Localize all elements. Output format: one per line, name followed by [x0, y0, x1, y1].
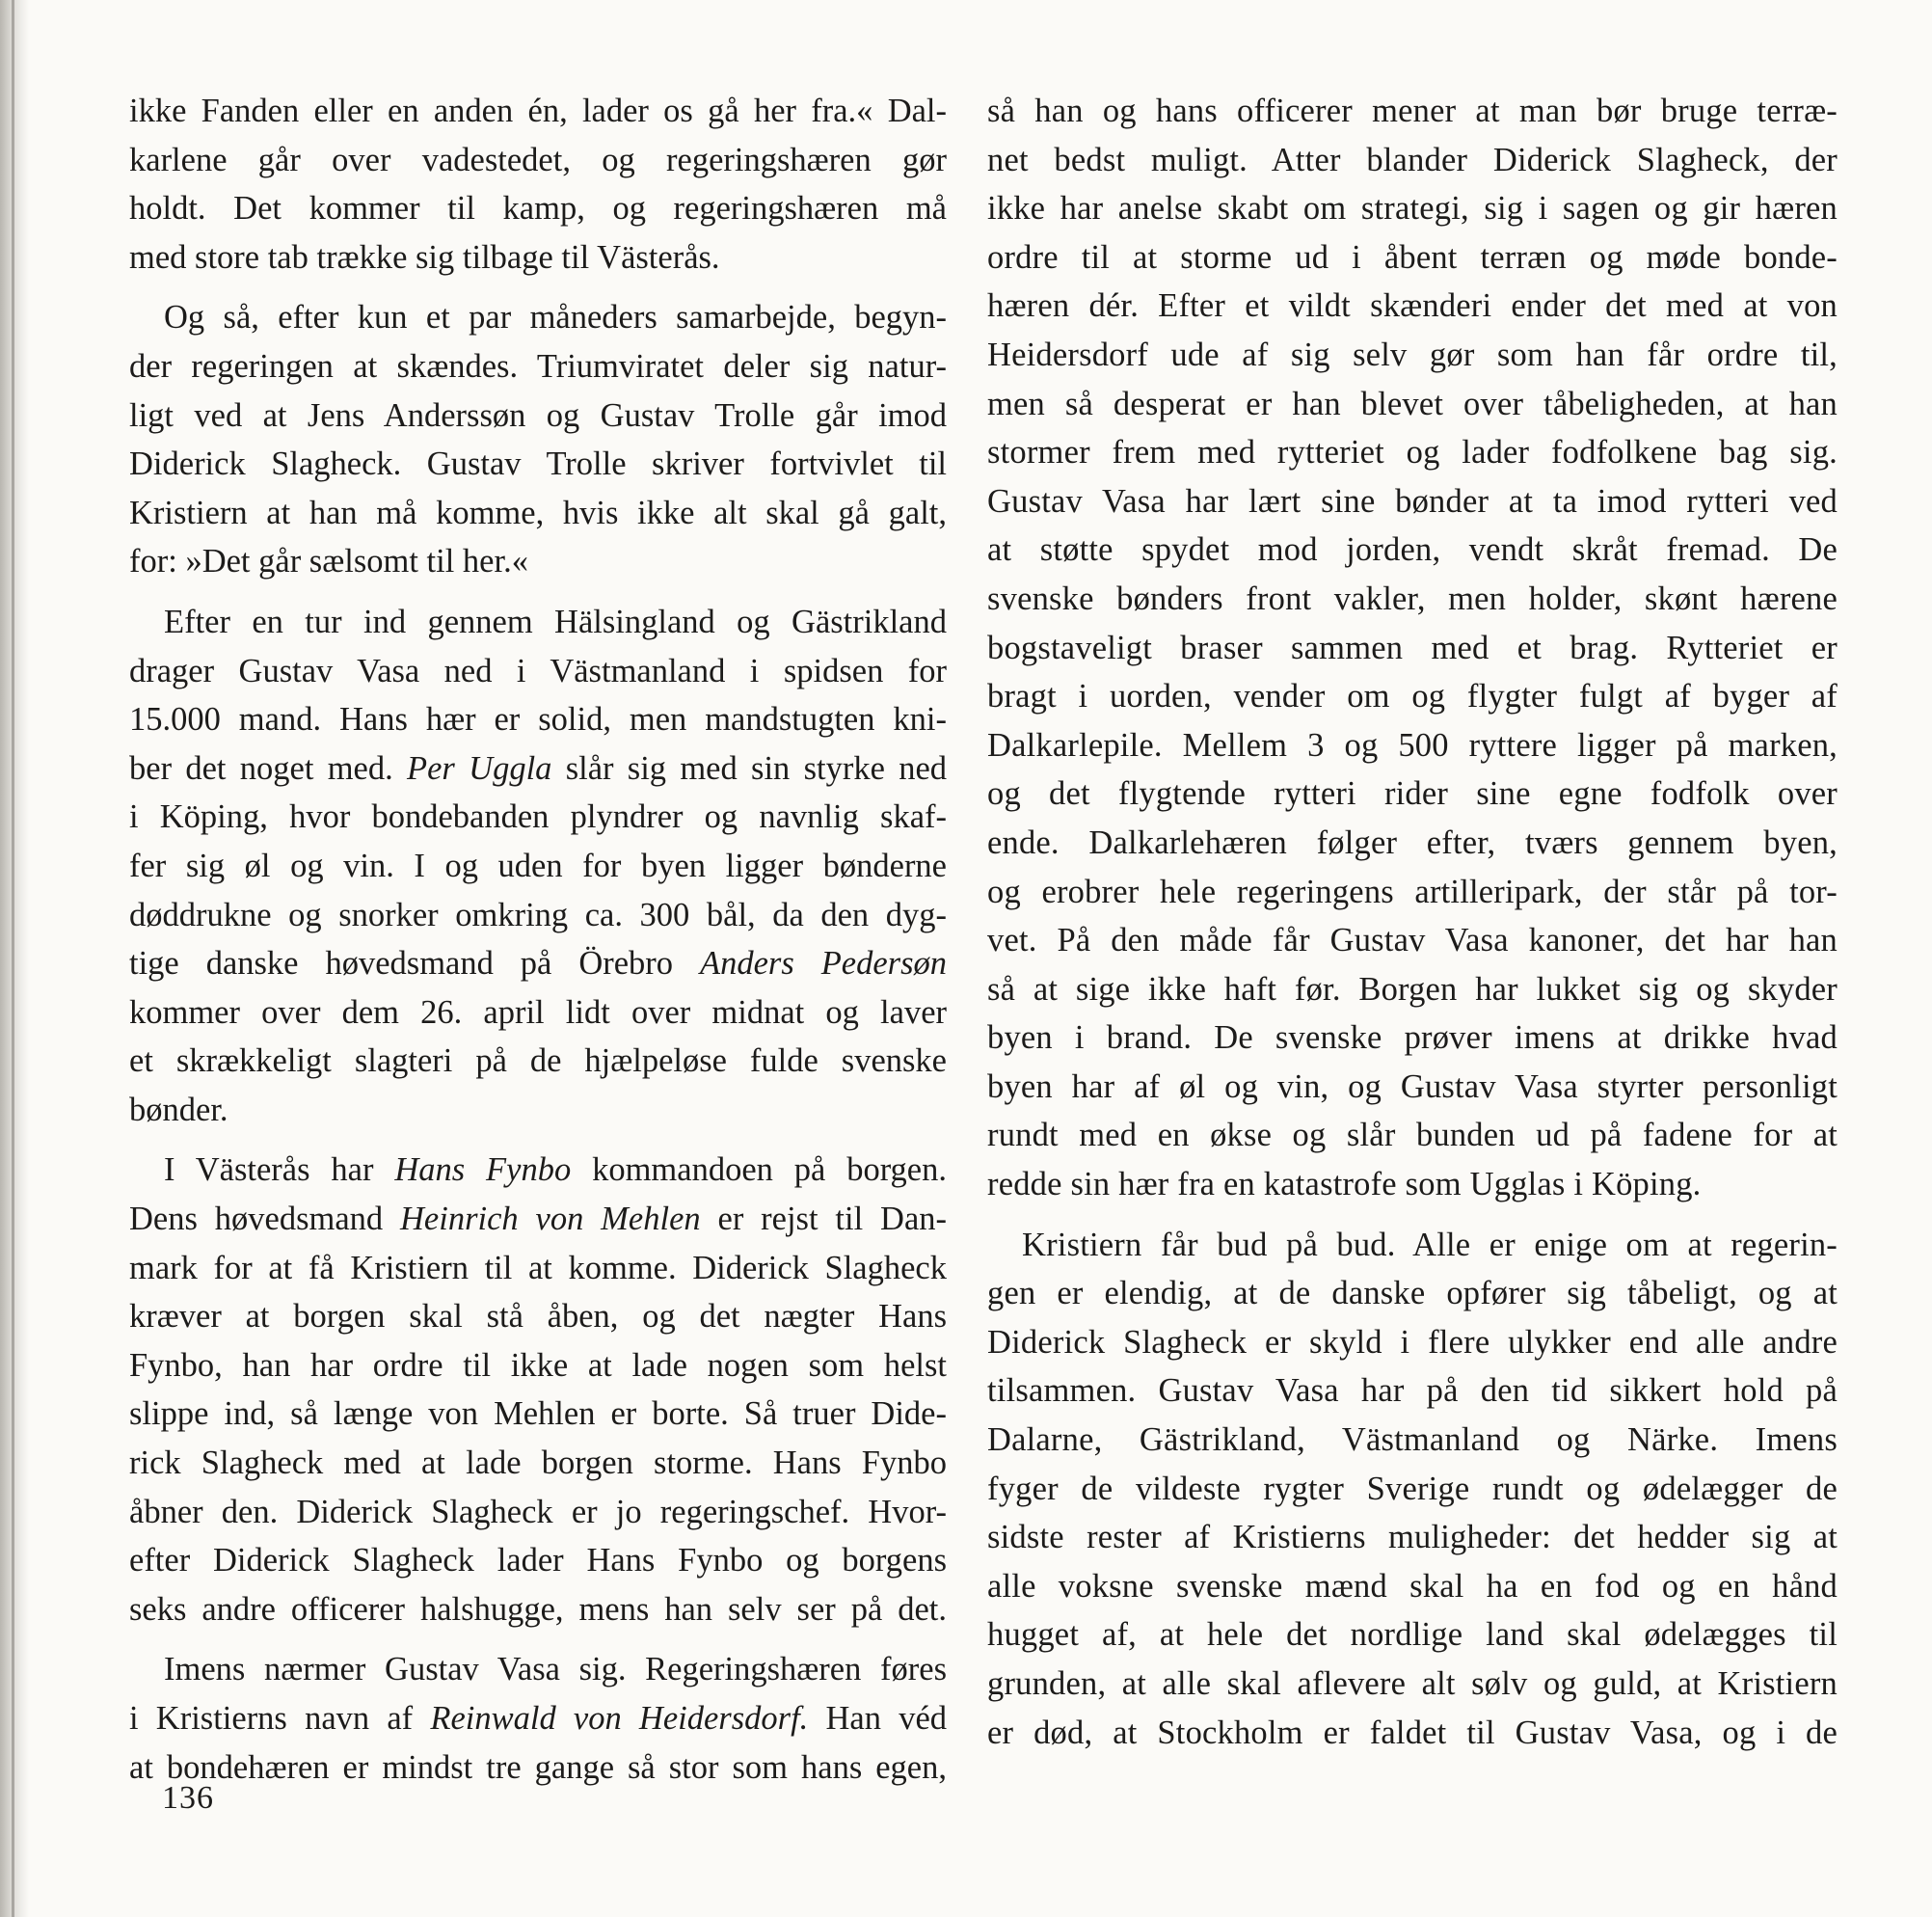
text-run: Han véd [808, 1700, 948, 1737]
text-line [129, 744, 947, 794]
text-line [129, 939, 947, 988]
text-run: slår sig med sin styrke ned [551, 749, 948, 787]
text-line: byen har af øl og vin, og Gustav Vasa styrter personligt [987, 1067, 1838, 1105]
paragraph [987, 87, 1838, 1209]
text-line: Og så, efter kun et par måneders samarbejde, begyn- [164, 299, 947, 337]
text-line: Gustav Vasa har lært sine bønder at ta imod rytteri ved [987, 482, 1838, 520]
text-line: byen i brand. De svenske prøver imens at drikke hvad [987, 1019, 1838, 1057]
text-line: vet. På den måde får Gustav Vasa kanoner, det har han [987, 922, 1838, 959]
text-line [129, 1195, 947, 1244]
text-line: redde sin hær fra en katastrofe som Ugglas i Köping. [987, 1166, 1702, 1203]
text-line: døddrukne og snorker omkring ca. 300 bål, da den dyg- [129, 896, 947, 933]
text-line: gen er elendig, at de danske opfører sig tåbeligt, og at [987, 1275, 1838, 1312]
text-line: Dalkarlepile. Mellem 3 og 500 ryttere ligger på marken, [987, 726, 1838, 764]
text-line: et skrækkeligt slagteri på de hjælpeløse fulde svenske [129, 1042, 947, 1080]
text-line: Heidersdorf ude af sig selv gør som han får ordre til, [987, 336, 1838, 373]
text-line: ordre til at storme ud i åbent terræn og møde bonde- [987, 238, 1838, 276]
paragraph [129, 1645, 947, 1792]
text-line: så han og hans officerer mener at man bør bruge terræ- [987, 93, 1838, 129]
text-line: at bondehæren er mindst tre gange så stor som hans egen, [129, 1748, 947, 1786]
paragraph [129, 293, 947, 586]
text-run: er rejst til Dan- [700, 1201, 947, 1238]
text-line: og erobrer hele regeringens artilleripark, der står på tor- [987, 873, 1838, 910]
text-line: Dalarne, Gästrikland, Västmanland og Närke. Imens [987, 1421, 1838, 1459]
text-line: rick Slagheck med at lade borgen storme. Hans Fynbo [129, 1444, 947, 1482]
text-line: ende. Dalkarlehæren følger efter, tværs gennem byen, [987, 824, 1838, 861]
text-line: åbner den. Diderick Slagheck er jo regeringschef. Hvor- [129, 1493, 947, 1530]
text-line: alle voksne svenske mænd skal ha en fod og en hånd [987, 1567, 1838, 1605]
text-line: bogstaveligt braser sammen med et brag. Rytteriet er [987, 629, 1838, 666]
text-line: kræver at borgen skal stå åben, og det nægter Hans [129, 1298, 947, 1336]
text-line: ligt ved at Jens Anderssøn og Gustav Trolle går imod [129, 396, 947, 434]
text-line: Diderick Slagheck. Gustav Trolle skriver fortvivlet til [129, 446, 947, 483]
text-line: at støtte spydet mod jorden, vendt skråt fremad. De [987, 531, 1838, 569]
text-line: men så desperat er han blevet over tåbeligheden, at han [987, 385, 1838, 422]
text-run: ber det noget med. [129, 749, 393, 787]
text-line: Diderick Slagheck er skyld i flere ulykker end alle andre [987, 1323, 1838, 1361]
text-line: der regeringen at skændes. Triumviratet deler sig natur- [129, 347, 947, 385]
person-name: Reinwald von Heidersdorf. [430, 1700, 809, 1737]
text-line: så at sige ikke haft før. Borgen har lukket sig og skyder [987, 970, 1838, 1008]
text-line: seks andre officerer halshugge, mens han selv ser på det. [129, 1590, 947, 1628]
text-line: tilsammen. Gustav Vasa har på den tid sikkert hold på [987, 1372, 1838, 1410]
text-line: ikke Fanden eller en anden én, lader os gå her fra.« Dal- [129, 93, 947, 129]
text-line: i Köping, hvor bondebanden plyndrer og navnlig skaf- [129, 798, 947, 836]
text-line: fer sig øl og vin. I og uden for byen ligger bønderne [129, 847, 947, 884]
text-line: kommer over dem 26. april lidt over midnat og laver [129, 993, 947, 1031]
text-line: karlene går over vadestedet, og regeringshæren gør [129, 141, 947, 178]
text-line: rundt med en økse og slår bunden ud på fadene for at [987, 1117, 1838, 1154]
text-run: kommandoen på borgen. [571, 1151, 947, 1189]
text-line: net bedst muligt. Atter blander Diderick Slagheck, der [987, 141, 1838, 178]
text-line: slippe ind, så længe von Mehlen er borte. Så truer Dide- [129, 1395, 947, 1433]
right-text-column [987, 87, 1838, 1768]
text-line: mark for at få Kristiern til at komme. Diderick Slagheck [129, 1249, 947, 1286]
text-line: Imens nærmer Gustav Vasa sig. Regeringshæren føres [164, 1651, 947, 1688]
paragraph [987, 1221, 1838, 1758]
text-line: er død, at Stockholm er faldet til Gustav Vasa, og i de [987, 1714, 1838, 1751]
text-run: tige danske høvedsmand på Örebro [129, 945, 674, 983]
text-line: fyger de vildeste rygter Sverige rundt og ødelægger de [987, 1470, 1838, 1507]
person-name: Anders Pedersøn [700, 945, 947, 983]
text-line: med store tab trække sig tilbage til Västerås. [129, 238, 720, 276]
text-run: Dens høvedsmand [129, 1201, 384, 1238]
text-line: efter Diderick Slagheck lader Hans Fynbo og borgens [129, 1542, 947, 1580]
text-line: Fynbo, han har ordre til ikke at lade nogen som helst [129, 1346, 947, 1384]
left-text-column [129, 87, 947, 1803]
text-line [129, 1694, 947, 1743]
text-line: Efter en tur ind gennem Hälsingland og Gästrikland [164, 603, 947, 640]
text-line: grunden, at alle skal aflevere alt sølv og guld, at Kristiern [987, 1665, 1838, 1702]
text-line: Kristiern at han må komme, hvis ikke alt skal gå galt, [129, 494, 947, 531]
text-line: holdt. Det kommer til kamp, og regeringshæren må [129, 190, 947, 228]
text-line: drager Gustav Vasa ned i Västmanland i spidsen for [129, 652, 947, 689]
text-line: og det flygtende rytteri rider sine egne fodfolk over [987, 775, 1838, 813]
page-number: 136 [162, 1780, 214, 1816]
paragraph [129, 1146, 947, 1634]
text-line: svenske bønders front vakler, men holder, skønt hærene [987, 580, 1838, 617]
text-line: ikke har anelse skabt om strategi, sig i sagen og gir hæren [987, 190, 1838, 228]
text-line: sidste rester af Kristierns muligheder: det hedder sig at [987, 1519, 1838, 1556]
person-name: Per Uggla [407, 749, 552, 787]
text-run: I Västerås har [164, 1151, 374, 1189]
text-line: 15.000 mand. Hans hær er solid, men mandstugten kni- [129, 701, 947, 739]
text-line: hæren dér. Efter et vildt skænderi ender det med at von [987, 287, 1838, 325]
paragraph [129, 598, 947, 1135]
text-line: bønder. [129, 1091, 228, 1128]
text-line [164, 1146, 947, 1195]
text-line: hugget af, at hele det nordlige land skal ødelægges til [987, 1616, 1838, 1654]
text-line: for: »Det går sælsomt til her.« [129, 543, 528, 580]
text-line: bragt i uorden, vender om og flygter fulgt af byger af [987, 678, 1838, 716]
person-name: Hans Fynbo [394, 1151, 572, 1189]
text-run: i Kristierns navn af [129, 1700, 414, 1737]
paragraph [129, 87, 947, 282]
text-line: Kristiern får bud på bud. Alle er enige om at regerin- [1022, 1226, 1838, 1263]
text-line: stormer frem med rytteriet og lader fodfolkene bag sig. [987, 434, 1838, 472]
person-name: Heinrich von Mehlen [400, 1201, 701, 1238]
